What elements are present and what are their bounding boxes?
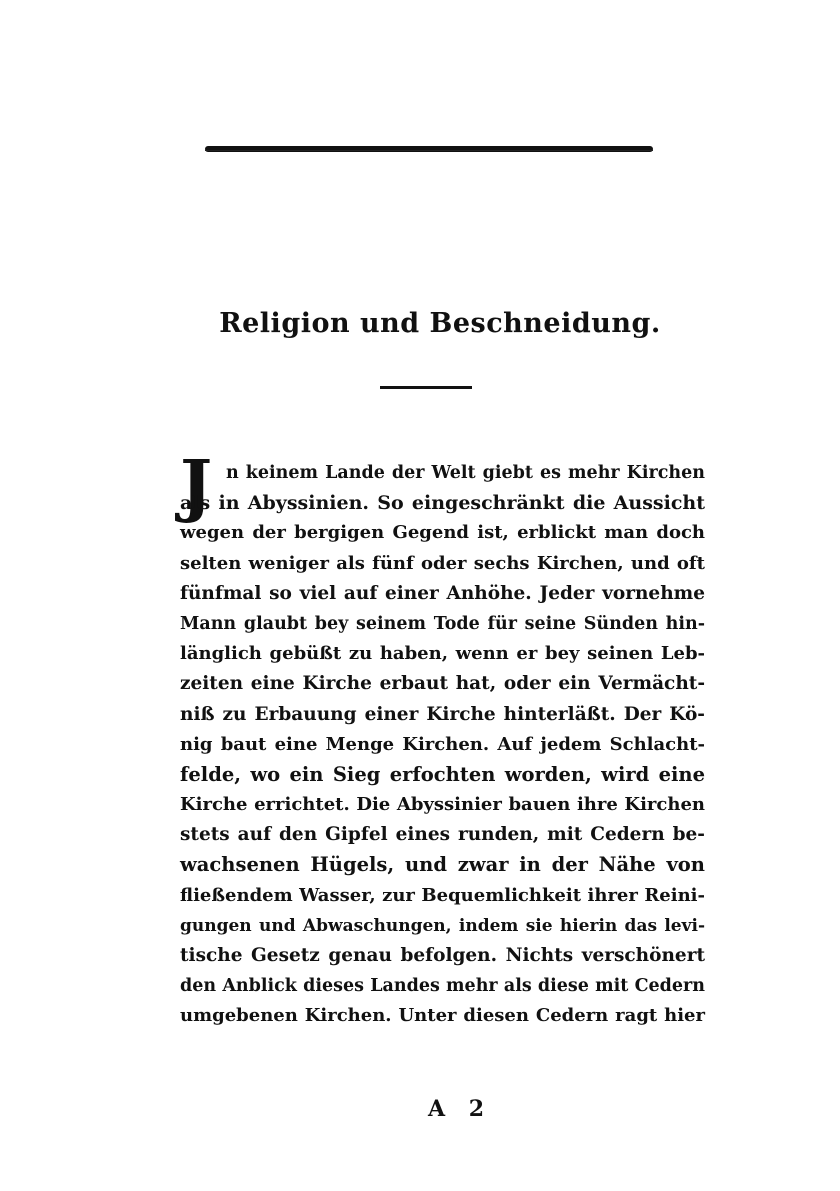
paragraph-line: wegen der bergigen Gegend ist, erblickt man doch [180, 522, 705, 544]
paragraph-line: felde, wo ein Sieg erfochten worden, wird eine [180, 762, 705, 786]
paragraph-line: umgebenen Kirchen. Unter diesen Cedern ragt hier [180, 1005, 705, 1027]
paragraph-line: niß zu Erbauung einer Kirche hinterläßt. Der Kö- [180, 703, 705, 725]
paragraph [180, 458, 705, 1032]
paragraph-line: länglich gebüßt zu haben, wenn er bey seinen Leb- [180, 643, 705, 665]
drop-cap: J [180, 446, 213, 526]
paragraph-line: selten weniger als fünf oder sechs Kirchen, und oft [180, 552, 705, 574]
heading-rule [380, 386, 472, 389]
paragraph-line: Mann glaubt bey seinem Tode für seine Sünden hin- [180, 613, 705, 634]
paragraph-line: n keinem Lande der Welt giebt es mehr Kirchen [226, 463, 705, 483]
paragraph-line: nig baut eine Menge Kirchen. Auf jedem Schlacht- [180, 733, 705, 755]
paragraph-line: als in Abyssinien. So eingeschränkt die Aussicht [180, 492, 705, 515]
paragraph-line: den Anblick dieses Landes mehr als diese mit Cedern [180, 976, 705, 997]
paragraph-line: gungen und Abwaschungen, indem sie hierin das levi- [180, 915, 705, 936]
top-rule-thin [205, 150, 653, 151]
paragraph-line: tische Gesetz genau befolgen. Nichts verschönert [180, 945, 705, 966]
paragraph-line: stets auf den Gipfel eines runden, mit Cedern be- [180, 824, 705, 846]
paragraph-line: fließendem Wasser, zur Bequemlichkeit ihrer Reini- [180, 884, 705, 906]
paragraph-line: wachsenen Hügels, und zwar in der Nähe von [180, 853, 705, 877]
top-rule [205, 146, 653, 152]
signature-mark: A 2 [428, 1096, 493, 1122]
paragraph-line: fünfmal so viel auf einer Anhöhe. Jeder vornehme [180, 582, 705, 604]
chapter-heading: Religion und Beschneidung. [219, 308, 661, 339]
paragraph-line: zeiten eine Kirche erbaut hat, oder ein Vermächt- [180, 673, 705, 695]
paragraph-line: Kirche errichtet. Die Abyssinier bauen ihre Kirchen [180, 794, 705, 816]
